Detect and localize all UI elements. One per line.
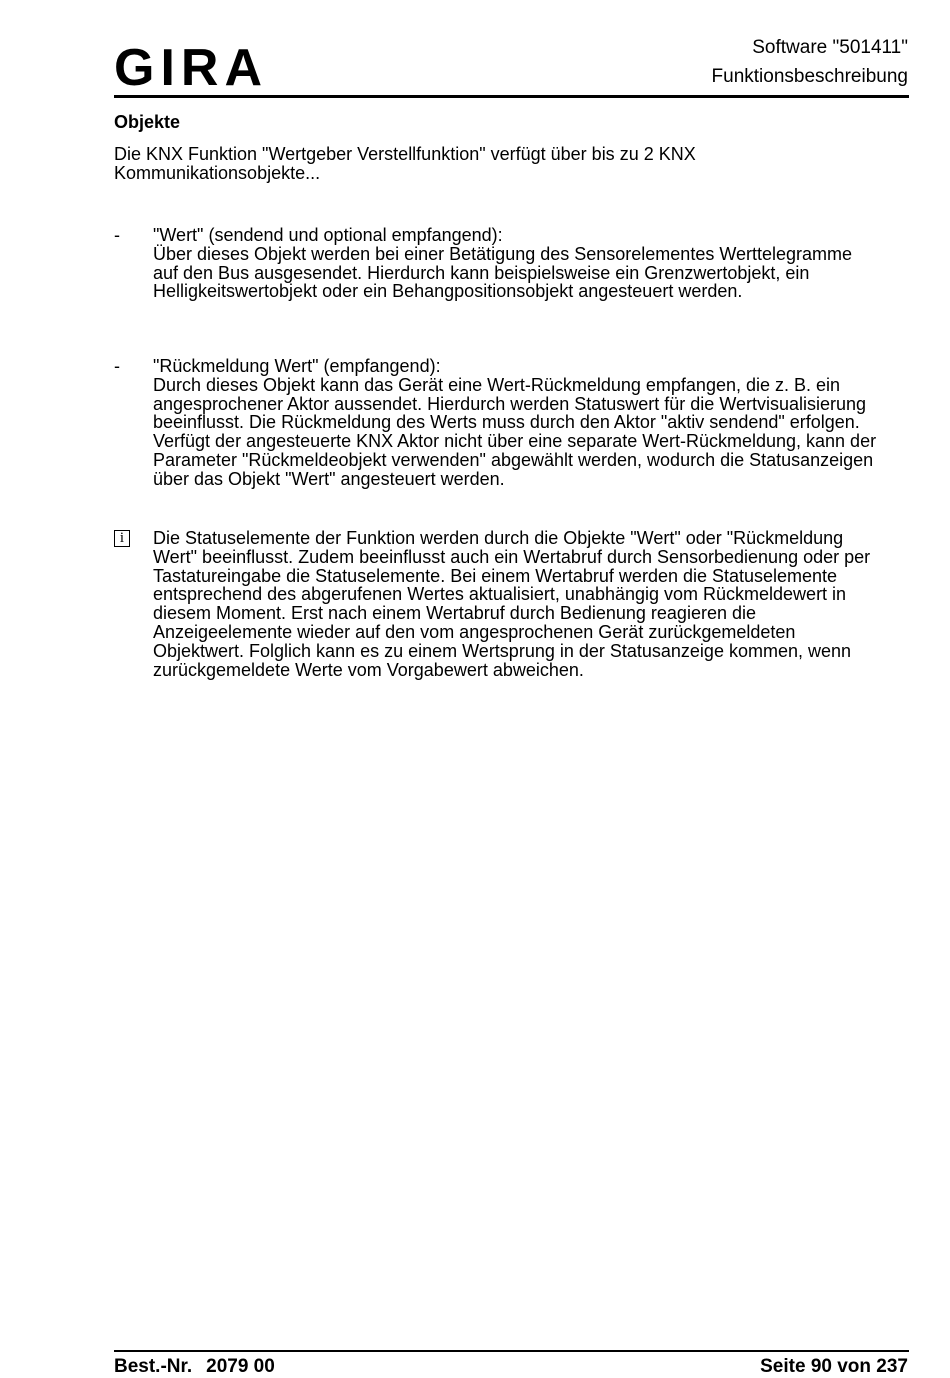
header-divider xyxy=(114,95,909,98)
item-line: Parameter "Rückmeldeobjekt verwenden" abgewählt werden, wodurch die Statusanzeigen xyxy=(153,449,874,470)
note-line: zurückgemeldete Werte vom Vorgabewert abweichen. xyxy=(153,659,584,680)
order-number-block xyxy=(114,1356,275,1378)
gira-logo: GIRA xyxy=(114,39,268,97)
item-line: angesprochener Aktor aussendet. Hierdurch werden Statuswert für die Wertvisualisierung xyxy=(153,393,867,414)
item-line: Durch dieses Objekt kann das Gerät eine Wert-Rückmeldung empfangen, die z. B. ein xyxy=(153,374,841,395)
item-line: über das Objekt "Wert" angesteuert werden. xyxy=(153,468,505,489)
item-line: "Rückmeldung Wert" (empfangend): xyxy=(153,356,441,376)
footer-divider xyxy=(114,1350,909,1352)
list-dash: - xyxy=(114,225,120,245)
intro-paragraph xyxy=(114,145,814,183)
note-line: Objektwert. Folglich kann es zu einem Wertsprung in der Statusanzeige kommen, wenn xyxy=(153,640,852,661)
object-item-wert xyxy=(114,226,914,301)
order-number: 2079 00 xyxy=(206,1356,275,1377)
item-line: auf den Bus ausgesendet. Hierdurch kann beispielsweise ein Grenzwertobjekt, ein xyxy=(153,262,810,283)
item-line: "Wert" (sendend und optional empfangend): xyxy=(153,225,503,245)
order-label: Best.-Nr. xyxy=(114,1356,193,1377)
intro-line: Die KNX Funktion "Wertgeber Verstellfunktion" verfügt über bis zu 2 KNX xyxy=(114,144,696,164)
note-line: Tastatureingabe die Statuselemente. Bei einem Wertabruf werden die Statuselemente xyxy=(153,565,838,586)
info-icon: i xyxy=(114,530,130,547)
software-label: Software "501411" xyxy=(752,37,908,58)
item-line: Helligkeitswertobjekt oder ein Behangpositionsobjekt angesteuert werden. xyxy=(153,281,743,302)
header-info xyxy=(712,33,908,91)
item-line: beeinflusst. Die Rückmeldung des Werts muss durch den Aktor "aktiv sendend" erfolgen. xyxy=(153,412,860,433)
object-item-rueckmeldung xyxy=(114,357,914,489)
note-line: Wert" beeinflusst. Zudem beeinflusst auch ein Wertabruf durch Sensorbedienung oder per xyxy=(153,546,871,567)
intro-line: Kommunikationsobjekte... xyxy=(114,163,321,183)
item-line: Verfügt der angesteuerte KNX Aktor nicht über eine separate Wert-Rückmeldung, kann der xyxy=(153,431,877,452)
note-line: Die Statuselemente der Funktion werden durch die Objekte "Wert" oder "Rückmeldung xyxy=(153,528,844,548)
document-type: Funktionsbeschreibung xyxy=(711,66,908,87)
page-number: Seite 90 von 237 xyxy=(760,1356,908,1377)
info-note xyxy=(114,529,914,679)
note-line: diesem Moment. Erst nach einem Wertabruf durch Bedienung reagieren die xyxy=(153,603,756,624)
note-line: entsprechend des abgerufenen Wertes aktualisiert, unabhängig vom Rückmeldewert in xyxy=(153,584,847,605)
note-line: Anzeigeelemente wieder auf den vom angesprochenen Gerät zurückgemeldeten xyxy=(153,621,796,642)
section-title: Objekte xyxy=(114,112,181,132)
list-dash: - xyxy=(114,356,120,376)
item-line: Über dieses Objekt werden bei einer Betätigung des Sensorelementes Werttelegramme xyxy=(153,243,853,264)
